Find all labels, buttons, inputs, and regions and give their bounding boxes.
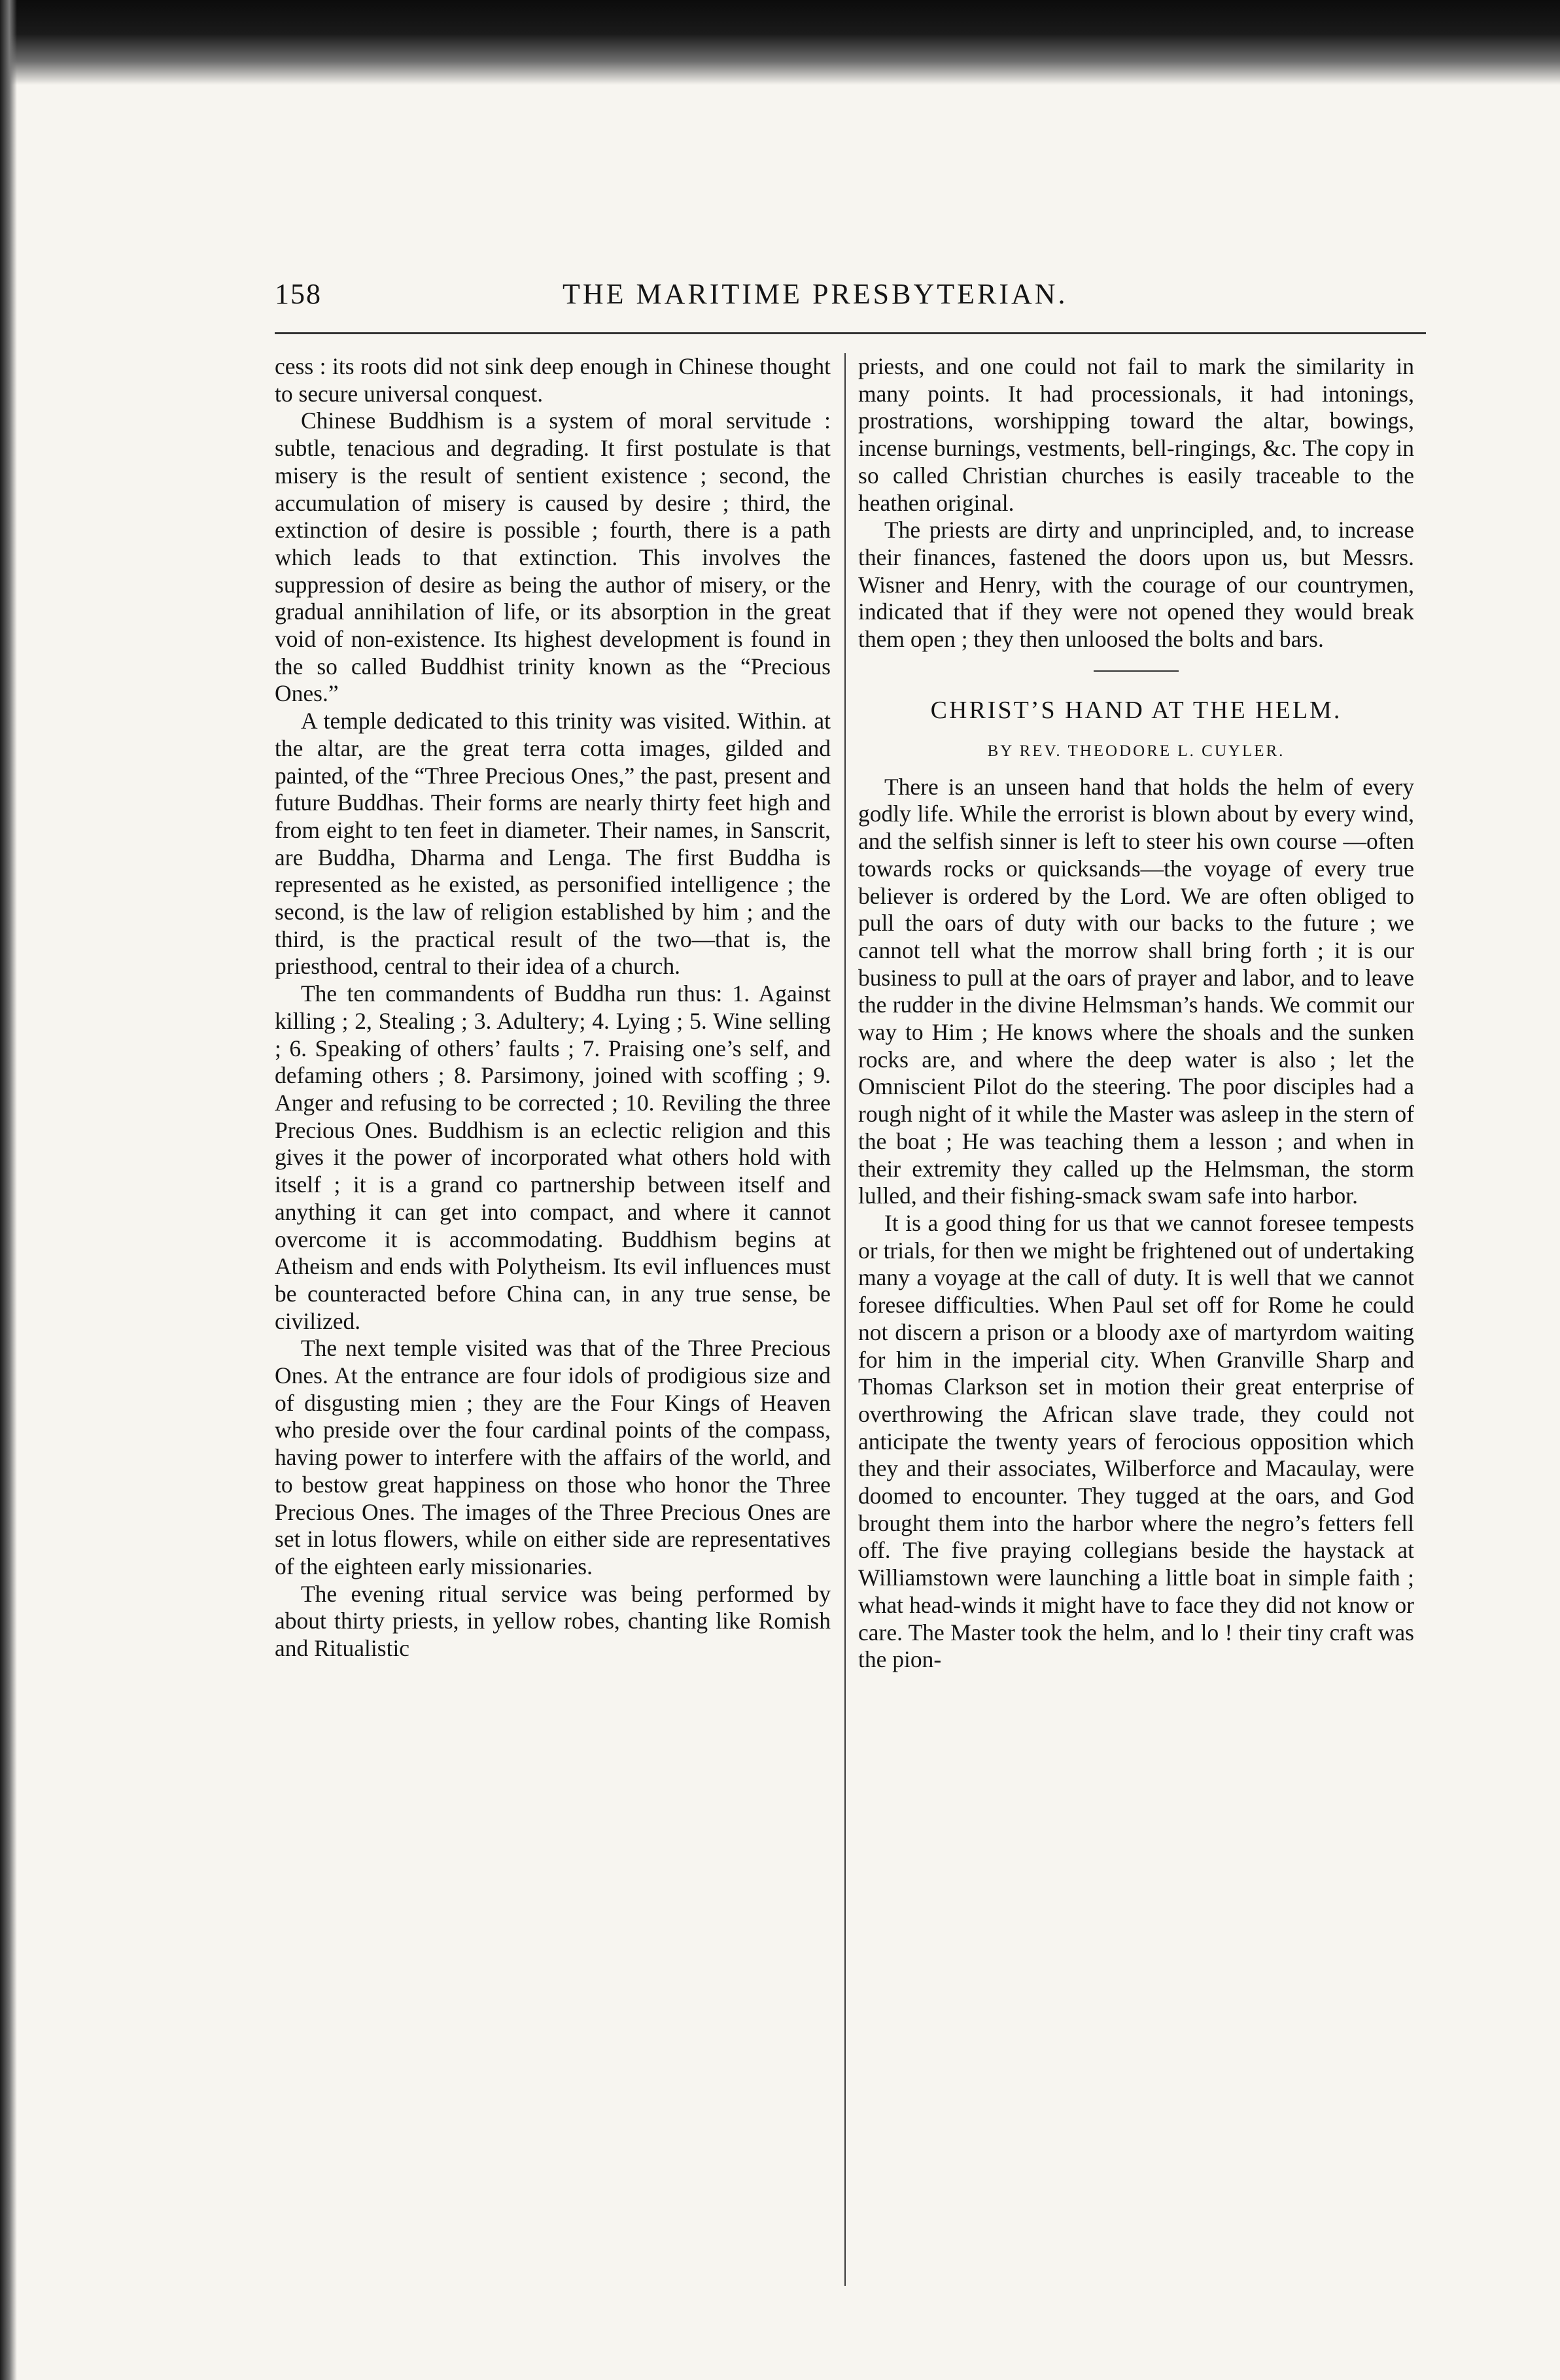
article-byline: BY REV. THEODORE L. CUYLER. — [987, 742, 1285, 760]
column-divider — [844, 353, 846, 2286]
section-separator — [1094, 670, 1179, 672]
paragraph: priests, and one could not fail to mark the similarity in many points. It had processionals, it had intonings, prostrations, worshipping toward the altar, bowings, incense burnings, vestments, bell-ringings, &c. The copy in so called Christian churches is easily traceable to the heathen original. — [858, 353, 1414, 516]
paragraph: The priests are dirty and unprincipled, and, to increase their finances, fastened the doors upon us, but Messrs. Wisner and Henry, with the courage of our countrymen, indicated that if they were not opened they would break them open ; they then unloosed the bolts and bars. — [858, 517, 1414, 653]
paragraph: A temple dedicated to this trinity was visited. Within. at the altar, are the great terra cotta images, gilded and painted, of the “Three Precious Ones,” the past, present and future Buddhas. Their forms are nearly thirty feet high and from eight to ten feet in diameter. Their names, in Sanscrit, are Buddha, Dharma and Lenga. The first Buddha is represented as he existed, as personified intelligence ; the second, is the law of religion established by him ; and the third, is the practical result of the two—that is, the priesthood, central to their idea of a church. — [275, 708, 831, 980]
right-column — [858, 353, 1414, 2289]
scan-dark-left-edge — [0, 0, 17, 2380]
paragraph: The next temple visited was that of the Three Precious Ones. At the entrance are four idols of prodigious size and of disgusting mien ; they are the Four Kings of Heaven who preside over the four cardinal points of the compass, having power to interfere with the affairs of the world, and to bestow great happiness on those who honor the Three Precious Ones. The images of the Three Precious Ones are set in lotus flowers, while on either side are representatives of the eighteen early missionaries. — [275, 1335, 831, 1579]
running-header — [275, 268, 1426, 320]
article-title: CHRIST’S HAND AT THE HELM. — [930, 696, 1342, 724]
paragraph: It is a good thing for us that we cannot foresee tempests or trials, for then we might be frightened out of undertaking many a voyage at the call of duty. It is well that we cannot foresee difficulties. When Paul set off for Rome he could not discern a prison or a bloody axe of martyrdom waiting for him in the imperial city. When Granville Sharp and Thomas Clarkson set in motion their great enterprise of overthrowing the African slave trade, they could not anticipate the twenty years of ferocious opposition which they and their associates, Wilberforce and Macaulay, were doomed to encounter. They tugged at the oars, and God brought them into the harbor where the negro’s fetters fell off. The five praying collegians beside the haystack at Williamstown were launching a little boat in simple faith ; what head-winds it might have to face they did not know or care. The Master took the helm, and lo ! their tiny craft was the pion- — [858, 1209, 1414, 1673]
journal-title: THE MARITIME PRESBYTERIAN. — [563, 278, 1068, 310]
paragraph: There is an unseen hand that holds the helm of every godly life. While the errorist is blown about by every wind, and the selfish sinner is left to steer his own course —often towards rocks or quicksands—the voyage of every true believer is ordered by the Lord. We are often obliged to pull the oars of duty with our backs to the future ; we cannot tell what the morrow shall bring forth ; it is our business to pull at the oars of prayer and labor, and to leave the rudder in the divine Helmsman’s hands. We commit our way to Him ; He knows where the shoals and the sunken rocks are, and where the deep water is also ; let the Omniscient Pilot do the steering. The poor disciples had a rough night of it while the Master was asleep in the stern of the boat ; He was teaching them a lesson ; and when in their extremity they called up the Helmsman, the storm lulled, and their fishing-smack swam safe into harbor. — [858, 773, 1414, 1209]
paragraph: cess : its roots did not sink deep enough in Chinese thought to secure universal conquest. — [275, 353, 831, 407]
left-column — [275, 353, 831, 2289]
scan-dark-top-edge — [0, 0, 1560, 85]
page-number: 158 — [275, 278, 322, 310]
paragraph: The ten commandents of Buddha run thus: 1. Against killing ; 2, Stealing ; 3. Adultery; 4. Lying ; 5. Wine selling ; 6. Speaking of others’ faults ; 7. Praising one’s self, and defaming others ; 8. Parsimony, joined with scoffing ; 9. Anger and refusing to be corrected ; 10. Reviling the three Precious Ones. Buddhism is an eclectic religion and this gives it the power of incorporated what others hold with itself ; it is a grand co partnership between itself and anything it can get into compact, and where it cannot overcome it is accommodating. Buddhism begins at Atheism and ends with Polytheism. Its evil influences must be counteracted before China can, in any true sense, be civilized. — [275, 980, 831, 1334]
paragraph: Chinese Buddhism is a system of moral servitude : subtle, tenacious and degrading. It first postulate is that misery is the result of sentient existence ; second, the accumulation of misery is caused by desire ; third, the extinction of desire is possible ; fourth, there is a path which leads to that extinction. This involves the suppression of desire as being the author of misery, or the gradual annihilation of life, or its absorption in the great void of non-existence. Its highest development is found in the so called Buddhist trinity known as the “Precious Ones.” — [275, 407, 831, 707]
header-rule — [275, 332, 1426, 334]
paragraph: The evening ritual service was being performed by about thirty priests, in yellow robes, chanting like Romish and Ritualistic — [275, 1580, 831, 1662]
